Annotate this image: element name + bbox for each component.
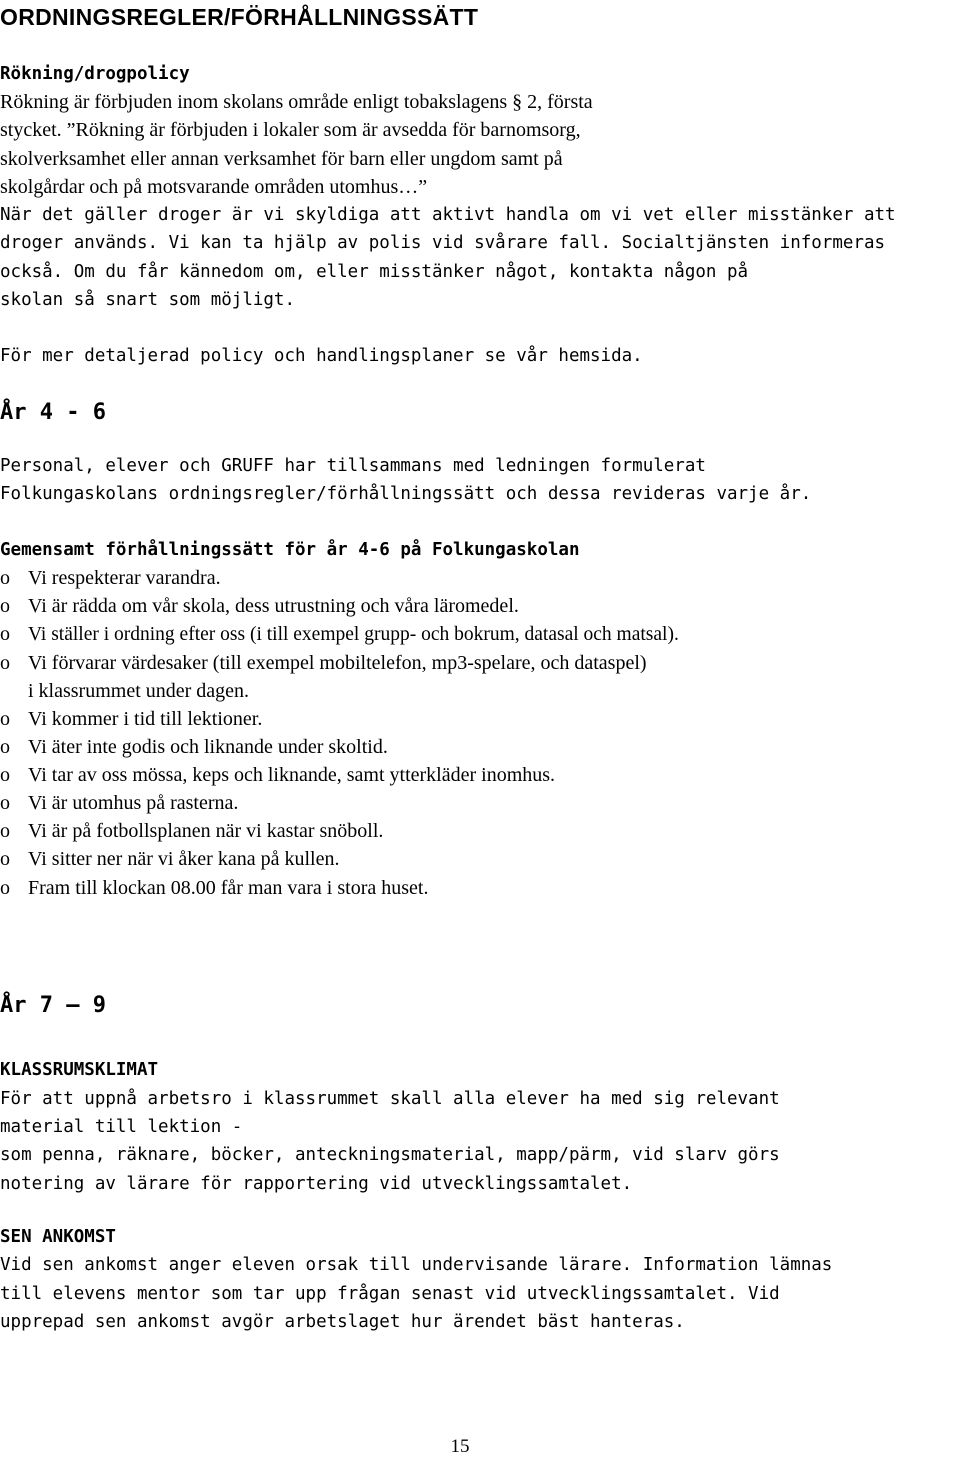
rule-list-item <box>0 705 262 733</box>
classroom-line: För att uppnå arbetsro i klassrummet skall alla elever ha med sig relevant <box>0 1089 780 1109</box>
rule-list-item <box>0 649 647 677</box>
late-line: Vid sen ankomst anger eleven orsak till undervisande lärare. Information lämnas <box>0 1255 833 1275</box>
late-heading: SEN ANKOMST <box>0 1227 116 1247</box>
bullet-icon: o <box>0 792 10 814</box>
rule-text: Vi ställer i ordning efter oss (i till exempel grupp- och bokrum, datasal och matsal). <box>28 624 679 645</box>
grade-4-6-rules-heading: Gemensamt förhållningssätt för år 4-6 på Folkungaskolan <box>0 540 580 560</box>
rule-text: Vi kommer i tid till lektioner. <box>28 708 263 730</box>
bullet-icon: o <box>0 736 10 758</box>
policy-more-info: För mer detaljerad policy och handlingsplaner se vår hemsida. <box>0 346 643 366</box>
bullet-icon: o <box>0 764 10 786</box>
rule-text: Fram till klockan 08.00 får man vara i stora huset. <box>28 877 429 899</box>
rule-list-item <box>0 845 339 873</box>
policy-drug-line: också. Om du får kännedom om, eller misstänker något, kontakta någon på <box>0 262 749 282</box>
rule-text: Vi tar av oss mössa, keps och liknande, samt ytterkläder inomhus. <box>28 764 556 786</box>
grade-4-6-intro-line: Personal, elever och GRUFF har tillsammans med ledningen formulerat <box>0 456 706 476</box>
policy-drug-line: skolan så snart som möjligt. <box>0 290 296 310</box>
late-line: upprepad sen ankomst avgör arbetslaget hur ärendet bäst hanteras. <box>0 1312 685 1332</box>
grade-4-6-heading: År 4 - 6 <box>0 400 106 425</box>
rule-continuation: i klassrummet under dagen. <box>28 680 250 702</box>
rule-list-item <box>0 564 221 592</box>
bullet-icon: o <box>0 595 10 617</box>
bullet-icon: o <box>0 820 10 842</box>
policy-drug-line: droger används. Vi kan ta hjälp av polis vid svårare fall. Socialtjänsten informeras <box>0 233 886 253</box>
rule-text: Vi äter inte godis och liknande under skoltid. <box>28 736 388 758</box>
rule-list-item <box>0 733 388 761</box>
classroom-heading: KLASSRUMSKLIMAT <box>0 1060 159 1080</box>
classroom-line: material till lektion - <box>0 1117 243 1137</box>
rule-text: Vi är på fotbollsplanen när vi kastar snöboll. <box>28 820 384 842</box>
policy-heading: Rökning/drogpolicy <box>0 64 190 84</box>
bullet-icon: o <box>0 623 10 645</box>
bullet-icon: o <box>0 877 10 899</box>
bullet-icon: o <box>0 567 10 589</box>
rule-text: Vi respekterar varandra. <box>28 567 221 589</box>
rule-list-item <box>0 874 428 902</box>
classroom-line: som penna, räknare, böcker, anteckningsmaterial, mapp/pärm, vid slarv görs <box>0 1145 780 1165</box>
bullet-icon: o <box>0 848 10 870</box>
rule-text: Vi förvarar värdesaker (till exempel mobiltelefon, mp3-spelare, och dataspel) <box>28 652 647 674</box>
rule-list-item <box>0 789 238 817</box>
grade-4-6-intro-line: Folkungaskolans ordningsregler/förhållningssätt och dessa revideras varje år. <box>0 484 812 504</box>
policy-drug-line: När det gäller droger är vi skyldiga att aktivt handla om vi vet eller misstänker att <box>0 205 896 225</box>
rule-text: Vi är utomhus på rasterna. <box>28 792 239 814</box>
rule-list-item <box>0 817 383 845</box>
rule-list-item <box>0 592 519 620</box>
policy-line: skolgårdar och på motsvarande områden utomhus…” <box>0 176 428 198</box>
rule-text: Vi är rädda om vår skola, dess utrustning och våra läromedel. <box>28 595 519 617</box>
page-number: 15 <box>450 1436 470 1457</box>
rule-list-item <box>0 620 679 649</box>
policy-line: Rökning är förbjuden inom skolans område enligt tobakslagens § 2, första <box>0 91 593 113</box>
policy-line: stycket. ”Rökning är förbjuden i lokaler som är avsedda för barnomsorg, <box>0 119 581 141</box>
page-title: ORDNINGSREGLER/FÖRHÅLLNINGSSÄTT <box>0 4 479 30</box>
late-line: till elevens mentor som tar upp frågan senast vid utvecklingssamtalet. Vid <box>0 1284 780 1304</box>
bullet-icon: o <box>0 652 10 674</box>
classroom-line: notering av lärare för rapportering vid utvecklingssamtalet. <box>0 1174 633 1194</box>
rule-text: Vi sitter ner när vi åker kana på kullen. <box>28 848 340 870</box>
bullet-icon: o <box>0 708 10 730</box>
policy-line: skolverksamhet eller annan verksamhet för barn eller ungdom samt på <box>0 148 563 170</box>
rule-list-item <box>0 761 555 789</box>
grade-7-9-heading: År 7 – 9 <box>0 993 106 1018</box>
